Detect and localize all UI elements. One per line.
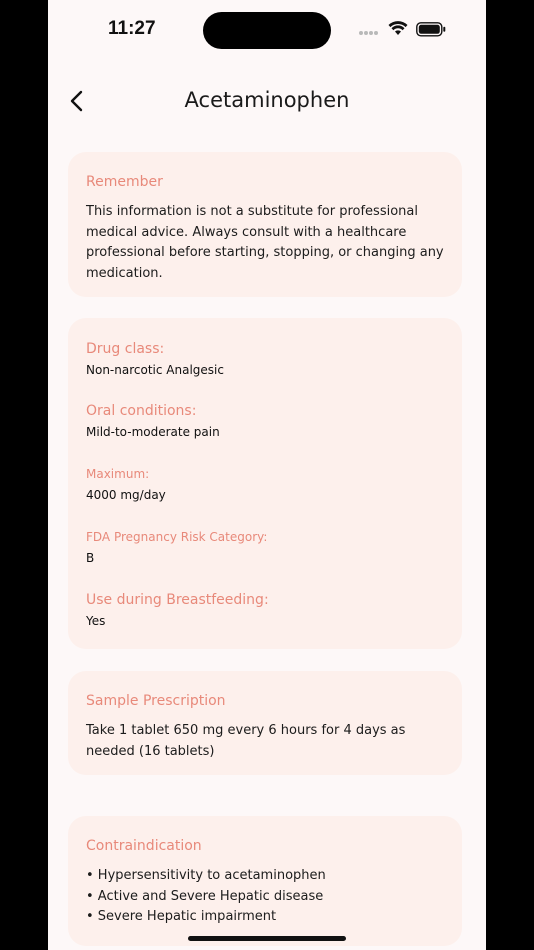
breastfeeding-label: Use during Breastfeeding:: [86, 592, 269, 608]
fda-category-value: B: [86, 551, 95, 565]
maximum-label: Maximum:: [86, 467, 150, 481]
contraindication-card: [68, 816, 462, 946]
wifi-icon: [388, 20, 408, 36]
list-item: • Active and Severe Hepatic disease: [86, 888, 324, 904]
home-indicator[interactable]: [188, 936, 346, 941]
drug-details-card: [68, 318, 462, 649]
status-bar: [48, 0, 486, 60]
prescription-heading: Sample Prescription: [86, 693, 226, 709]
navigation-bar: [48, 72, 486, 132]
remember-heading: Remember: [86, 174, 163, 190]
oral-conditions-value: Mild-to-moderate pain: [86, 425, 220, 439]
oral-conditions-label: Oral conditions:: [86, 403, 197, 419]
list-item: • Severe Hepatic impairment: [86, 909, 277, 924]
app-screen: [48, 0, 486, 950]
contraindication-heading: Contraindication: [86, 838, 202, 854]
drug-class-value: Non-narcotic Analgesic: [86, 363, 224, 377]
contraindication-list: [86, 866, 444, 928]
prescription-body: Take 1 tablet 650 mg every 6 hours for 4 days as needed (16 tablets): [86, 723, 406, 759]
list-item: • Hypersensitivity to acetaminophen: [86, 868, 326, 883]
fda-category-label: FDA Pregnancy Risk Category:: [86, 530, 268, 544]
page-title: Acetaminophen: [184, 88, 350, 112]
maximum-value: 4000 mg/day: [86, 488, 166, 502]
cellular-signal-icon: [359, 31, 381, 36]
breastfeeding-value: Yes: [86, 614, 106, 628]
dynamic-island: [203, 12, 331, 49]
remember-card: [68, 152, 462, 297]
status-time: 11:27: [108, 18, 156, 39]
sample-prescription-card: [68, 671, 462, 775]
drug-class-label: Drug class:: [86, 341, 165, 357]
battery-icon: [416, 22, 446, 37]
remember-body: This information is not a substitute for professional medical advice. Always consult with a healthcare professional before starting, stopping, or changing any medication.: [86, 204, 444, 281]
